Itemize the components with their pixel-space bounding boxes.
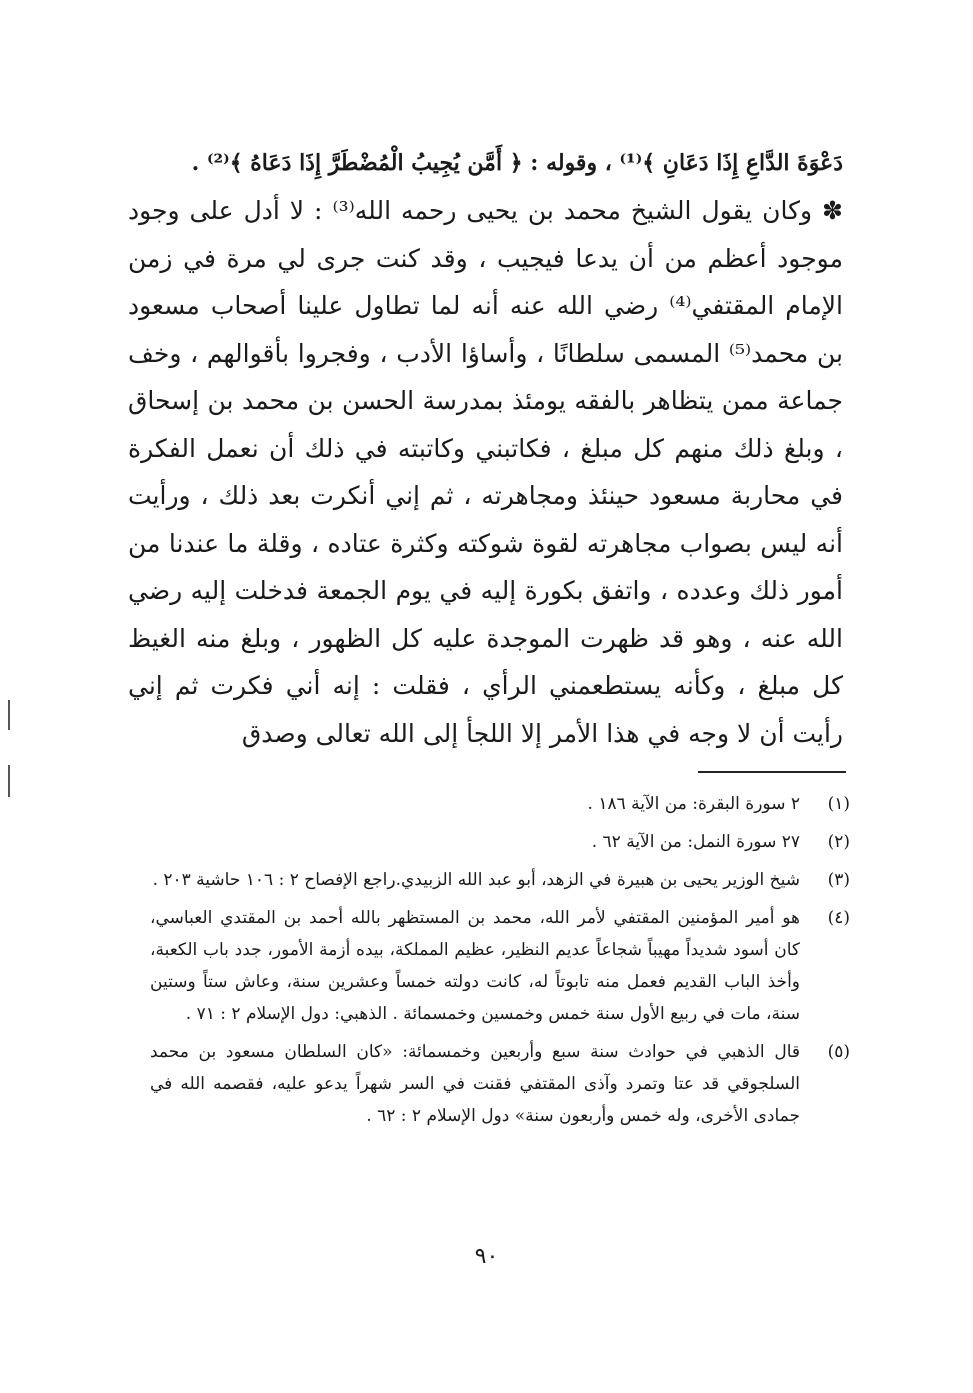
footnote-text: هو أمير المؤمنين المقتفي لأمر الله، محمد بن المستظهر بالله أحمد بن المقتدي العباسي، كان أسود شديداً مهيباً شجاعاً عديم النظير، عظيم المملكة، بيده أزمة الأمور، جدد باب الكعبة، وأخذ الباب القديم فعمل منه تابوتاً له، كانت دولته خمساً وعشرين سنة، وعاش ستاً وستين سنة، مات في ربيع الأول سنة خمس وخمسين وخمسمائة . الذهبي: دول الإسلام ٢ : ٧١ .: [150, 908, 800, 1024]
footnote-number: (٣): [827, 870, 850, 890]
footnote-1: [150, 788, 850, 820]
scan-margin-mark: [8, 765, 10, 797]
footnote-text: ٢٧ سورة النمل: من الآية ٦٢ .: [591, 832, 800, 852]
footnote-separator: [698, 771, 846, 773]
opening-line: دَعْوَةَ الدَّاعِ إِذَا دَعَانِ ﴾⁽¹⁾ ، وقوله : ﴿ أَمَّن يُجِيبُ الْمُضْطَرَّ إِذَا دَعَاهُ ﴾⁽²⁾ .: [191, 150, 843, 176]
footnote-text: شيخ الوزير يحيى بن هبيرة في الزهد، أبو عبد الله الزبيدي.راجع الإفصاح ٢ : ١٠٦ حاشية ٢٠٣ .: [152, 870, 800, 890]
footnote-text: ٢ سورة البقرة: من الآية ١٨٦ .: [587, 794, 800, 814]
footnote-number: (٢): [827, 832, 850, 852]
body-paragraph: ✽ وكان يقول الشيخ محمد بن يحيى رحمه الله⁽³⁾ : لا أدل على وجود موجود أعظم من أن يدعا فيجيب ، وقد كنت جرى لي مرة في زمن الإمام المقتفي⁽⁴⁾ رضي الله عنه أنه لما تطاول علينا أصحاب مسعود بن محمد⁽⁵⁾ المسمى سلطانًا ، وأساؤا الأدب ، وفجروا بأقوالهم ، وخف جماعة ممن يتظاهر بالفقه يومئذ بمدرسة الحسن بن محمد بن إسحاق ، وبلغ ذلك منهم كل مبلغ ، فكاتبني وكاتبته في ذلك أن نعمل الفكرة في محاربة مسعود حينئذ ومجاهرته ، ثم إني أنكرت بعد ذلك ، ورأيت أنه ليس بصواب مجاهرته لقوة شوكته وكثرة عتاده ، وقلة ما عندنا من أمور ذلك وعدده ، واتفق بكورة إليه في يوم الجمعة فدخلت إليه رضي الله عنه ، وهو قد ظهرت الموجدة عليه كل الظهور ، وبلغ منه الغيظ كل مبلغ ، وكأنه يستطعمني الرأي ، فقلت : إنه أني فكرت ثم إني رأيت أن لا وجه في هذا الأمر إلا اللجأ إلى الله تعالى وصدق: [128, 196, 844, 748]
footnote-3: [150, 864, 850, 896]
footnote-4: [150, 902, 850, 1030]
scan-margin-mark: [8, 700, 10, 730]
footnote-5: [150, 1036, 850, 1132]
footnote-text: قال الذهبي في حوادث سنة سبع وأربعين وخمسمائة: «كان السلطان مسعود بن محمد السلجوقي قد عتا وتمرد وآذى المقتفي فقنت في السر شهراً يدعو عليه، فقصمه الله في جمادى الأخرى، وله خمس وأربعون سنة» دول الإسلام ٢ : ٦٢ .: [150, 1042, 800, 1126]
footnote-number: (٥): [827, 1042, 850, 1062]
footnote-2: [150, 826, 850, 858]
footnote-number: (٤): [827, 908, 850, 928]
main-text: [128, 140, 843, 757]
footnote-number: (١): [827, 794, 850, 814]
page-number: ٩٠: [474, 1244, 499, 1269]
footnotes: [150, 788, 850, 1138]
